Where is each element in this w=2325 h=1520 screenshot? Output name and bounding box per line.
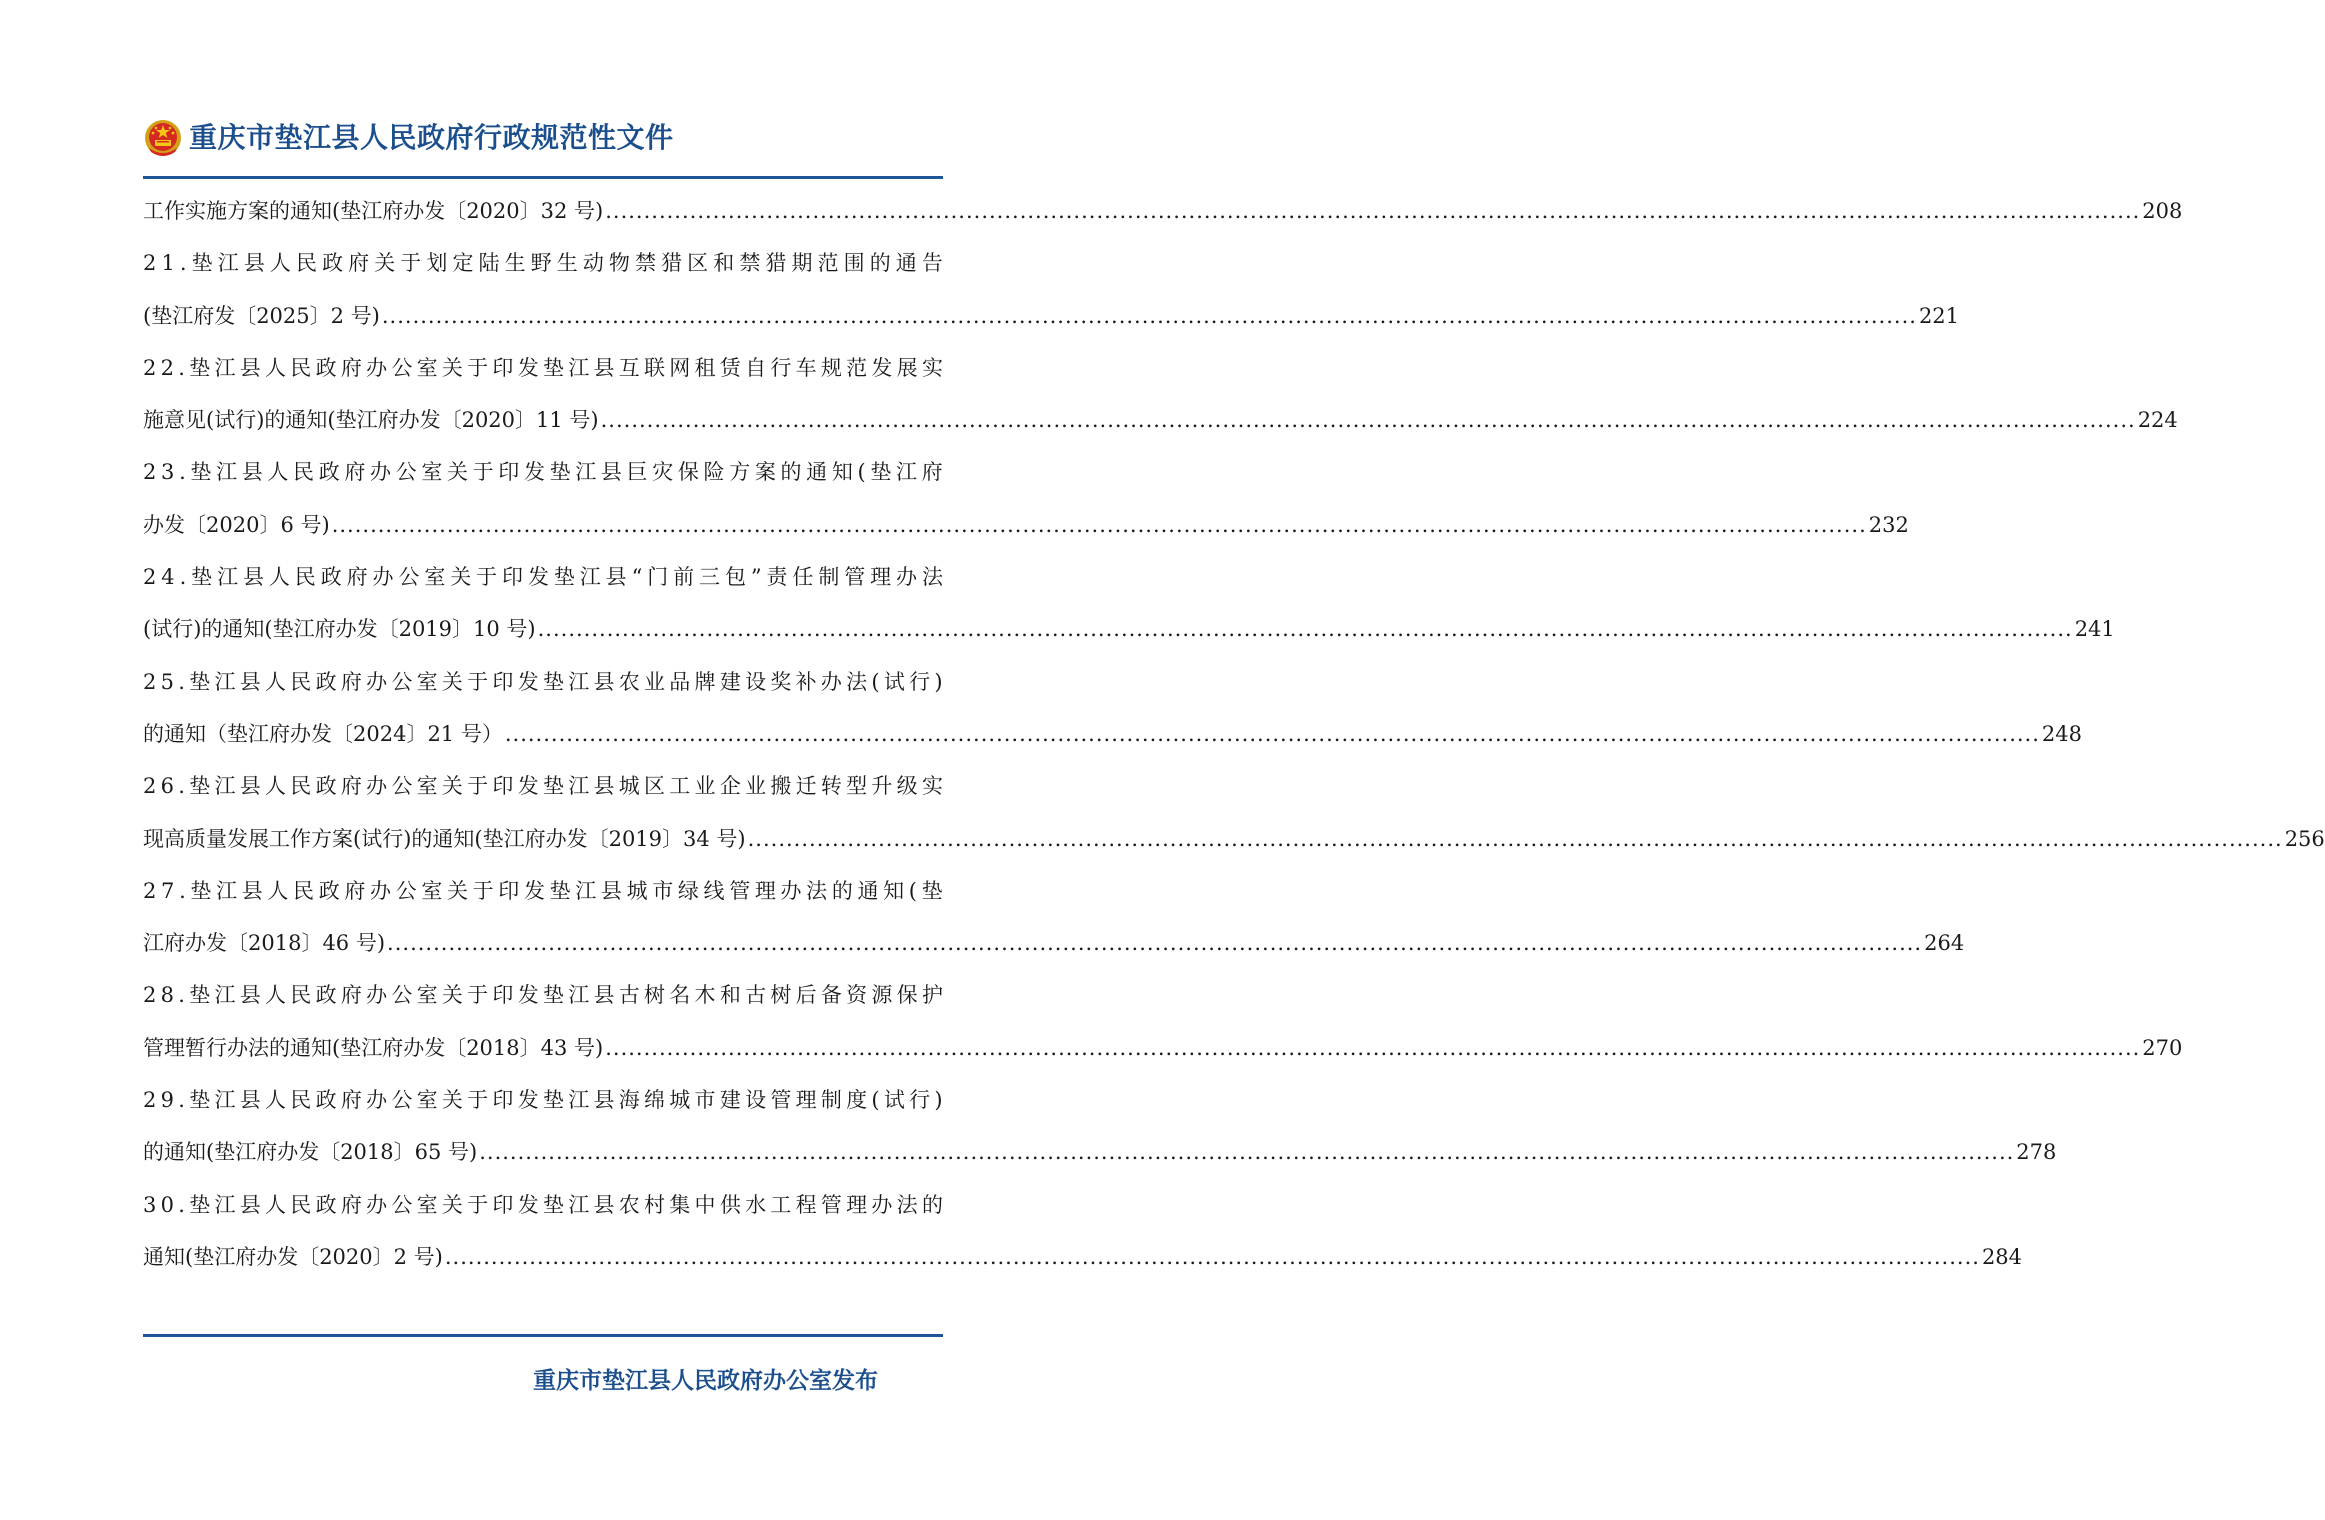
toc-entry[interactable]: [143, 813, 2325, 865]
toc-page-number: 270: [2142, 1035, 2183, 1060]
toc-leader-dots: ........................................................................................................................................................................................................: [479, 1140, 2015, 1165]
toc-entry[interactable]: [143, 603, 2115, 655]
toc-entry-title: 2 9 . 垫 江 县 人 民 政 府 办 公 室 关 于 印 发 垫 江 县 海 绵 城 市 建 设 管 理 制 度 ( 试 行 ): [143, 1088, 943, 1113]
toc-entry-text: 通知(垫江府办发〔2020〕2 号): [143, 1244, 443, 1269]
toc-entry-text: (垫江府发〔2025〕2 号): [143, 303, 380, 328]
toc-leader-dots: ........................................................................................................................................................................................................: [605, 1035, 2141, 1060]
toc-entry-text: 管理暂行办法的通知(垫江府办发〔2018〕43 号): [143, 1035, 604, 1060]
toc-entry-text: 现高质量发展工作方案(试行)的通知(垫江府办发〔2019〕34 号): [143, 826, 746, 851]
toc-leader-dots: ........................................................................................................................................................................................................: [387, 931, 1923, 956]
toc-entry[interactable]: [143, 1022, 2183, 1074]
toc-leader-dots: ........................................................................................................................................................................................................: [381, 303, 1917, 328]
toc-entry[interactable]: [143, 917, 1965, 969]
toc-entry-title: 2 5 . 垫 江 县 人 民 政 府 办 公 室 关 于 印 发 垫 江 县 农 业 品 牌 建 设 奖 补 办 法 ( 试 行 ): [143, 669, 943, 694]
toc-page-number: 232: [1868, 512, 1909, 537]
toc-page-number: 248: [2041, 721, 2082, 746]
header-title: 重庆市垫江县人民政府行政规范性文件: [189, 121, 674, 154]
toc-leader-dots: ........................................................................................................................................................................................................: [747, 826, 2283, 851]
toc-entry-text: (试行)的通知(垫江府办发〔2019〕10 号): [143, 617, 536, 642]
header-rule: [143, 176, 943, 179]
toc-page-number: 221: [1918, 303, 1960, 328]
toc-entry[interactable]: [143, 394, 2178, 446]
toc-page-number: 224: [2137, 408, 2178, 433]
toc-entry[interactable]: [143, 1231, 2023, 1283]
toc-entry-title: 2 3 . 垫 江 县 人 民 政 府 办 公 室 关 于 印 发 垫 江 县 巨 灾 保 险 方 案 的 通 知 ( 垫 江 府: [143, 460, 943, 485]
toc-entry-text: 的通知(垫江府办发〔2018〕65 号): [143, 1140, 478, 1165]
toc-page-number: 264: [1924, 931, 1965, 956]
toc-page-number: 256: [2284, 826, 2325, 851]
toc-entry[interactable]: [143, 708, 2082, 760]
toc-entry-text: 江府办发〔2018〕46 号): [143, 931, 386, 956]
toc-leader-dots: ........................................................................................................................................................................................................: [605, 199, 2141, 223]
toc-entry-title: 3 0 . 垫 江 县 人 民 政 府 办 公 室 关 于 印 发 垫 江 县 农 村 集 中 供 水 工 程 管 理 办 法 的: [143, 1192, 943, 1217]
toc-entry-text: 工作实施方案的通知(垫江府办发〔2020〕32 号): [143, 199, 604, 223]
document-header: [143, 118, 674, 158]
toc-page-number: 241: [2074, 617, 2115, 642]
toc-entry-title: 2 4 . 垫 江 县 人 民 政 府 办 公 室 关 于 印 发 垫 江 县 “ 门 前 三 包 ” 责 任 制 管 理 办 法: [143, 565, 943, 590]
toc-leader-dots: ........................................................................................................................................................................................................: [537, 617, 2073, 642]
toc-entry-text: 办发〔2020〕6 号): [143, 512, 330, 537]
toc-entry[interactable]: [143, 1126, 2057, 1178]
footer-publisher: 重庆市垫江县人民政府办公室发布: [533, 1368, 878, 1394]
toc-entry[interactable]: [143, 185, 2183, 237]
national-emblem-icon: [143, 118, 183, 158]
footer-rule: [143, 1334, 943, 1337]
toc-page-number: 284: [1981, 1244, 2023, 1269]
table-of-contents: [143, 185, 2325, 1283]
toc-leader-dots: ........................................................................................................................................................................................................: [331, 512, 1867, 537]
toc-entry[interactable]: [143, 499, 1909, 551]
toc-leader-dots: ........................................................................................................................................................................................................: [444, 1244, 1980, 1269]
toc-entry[interactable]: [143, 290, 1960, 342]
toc-leader-dots: ........................................................................................................................................................................................................: [504, 721, 2040, 746]
toc-entry-title: 2 6 . 垫 江 县 人 民 政 府 办 公 室 关 于 印 发 垫 江 县 城 区 工 业 企 业 搬 迁 转 型 升 级 实: [143, 774, 943, 799]
toc-entry-title: 2 8 . 垫 江 县 人 民 政 府 办 公 室 关 于 印 发 垫 江 县 古 树 名 木 和 古 树 后 备 资 源 保 护: [143, 983, 943, 1008]
toc-page-number: 208: [2142, 199, 2183, 223]
toc-entry-title: 2 7 . 垫 江 县 人 民 政 府 办 公 室 关 于 印 发 垫 江 县 城 市 绿 线 管 理 办 法 的 通 知 ( 垫: [143, 878, 943, 903]
toc-leader-dots: ........................................................................................................................................................................................................: [600, 408, 2136, 433]
toc-entry-title: 2 1 . 垫 江 县 人 民 政 府 关 于 划 定 陆 生 野 生 动 物 禁 猎 区 和 禁 猎 期 范 围 的 通 告: [143, 251, 943, 276]
toc-entry-title: 2 2 . 垫 江 县 人 民 政 府 办 公 室 关 于 印 发 垫 江 县 互 联 网 租 赁 自 行 车 规 范 发 展 实: [143, 355, 943, 380]
toc-page-number: 278: [2016, 1140, 2057, 1165]
toc-entry-text: 施意见(试行)的通知(垫江府办发〔2020〕11 号): [143, 408, 599, 433]
toc-entry-text: 的通知（垫江府办发〔2024〕21 号）: [143, 721, 503, 746]
